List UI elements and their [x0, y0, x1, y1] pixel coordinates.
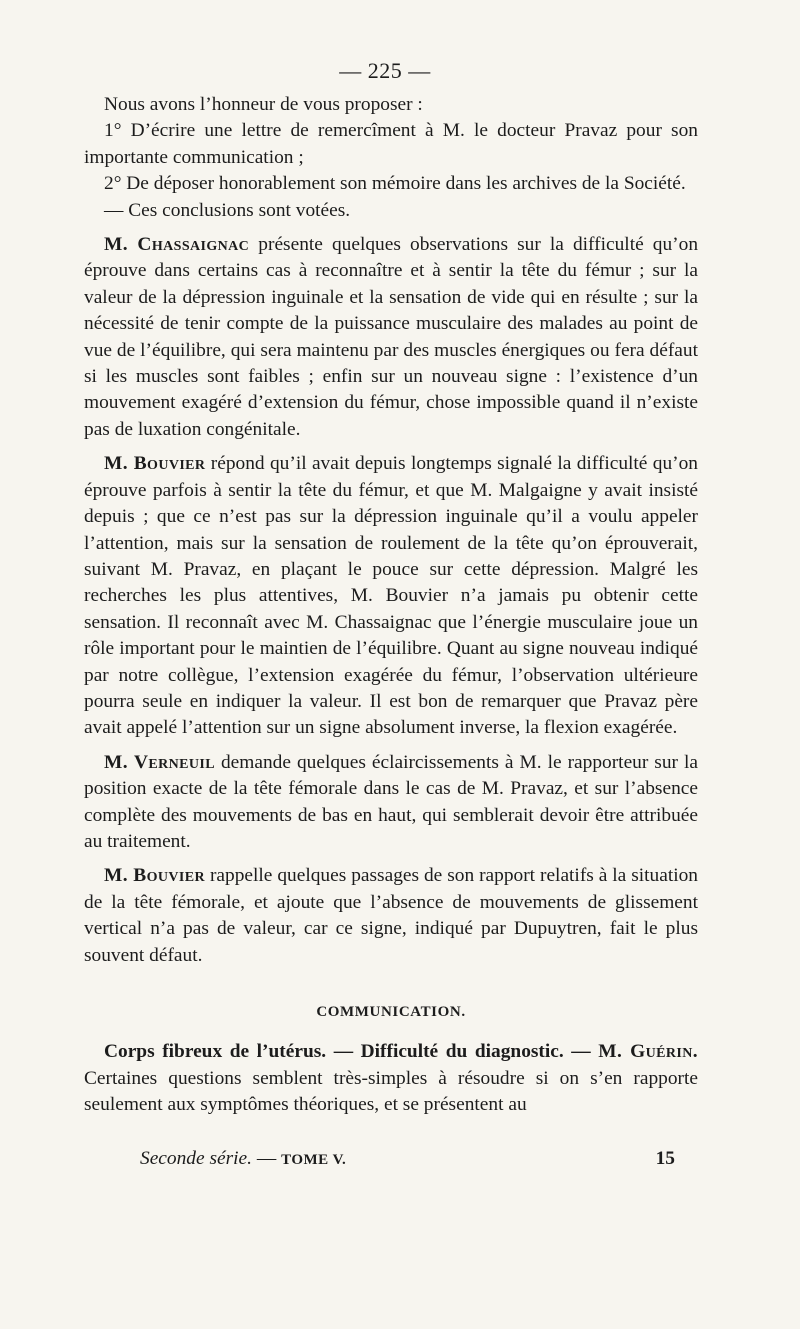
- paragraph-chassaignac: [84, 232, 698, 443]
- body-text: [84, 92, 698, 1119]
- communication-title: Corps fibreux de l’utérus. — Difficulté du diagnostic. —: [104, 1041, 591, 1063]
- paragraph-text: demande quelques éclaircissements à M. le rapporteur sur la position exacte de la tête fémorale dans le cas de M. Pravaz, et sur l’absence complète des mouvements de bas en haut, qui semblerait devoir être attribuée au traitement.: [84, 751, 698, 852]
- paragraph-bouvier-2: [84, 863, 698, 969]
- footer-signature: 15: [655, 1148, 675, 1169]
- footer-series: Seconde série.: [140, 1148, 252, 1169]
- paragraph-proposal-1: 1° D’écrire une lettre de remercîment à M. le docteur Pravaz pour son importante communication ;: [84, 120, 698, 168]
- footer-tome: TOME V.: [281, 1152, 347, 1168]
- section-heading: COMMUNICATION.: [316, 1004, 466, 1020]
- paragraph-communication: [84, 1039, 698, 1118]
- paragraph-text: répond qu’il avait depuis longtemps signalé la difficulté qu’on éprouve parfois à sentir la tête du fémur, et que M. Malgaigne y avait insisté depuis ; que ce n’est pas sur la dépression inguinale qu’il a voulu appeler l’attention, mais sur la sensation de roulement de la tête qu’on éprouverait, suivant M. Pravaz, en plaçant le pouce sur cette dépression. Malgré les recherches les plus attentives, M. Bouvier n’a jamais pu obtenir cette sensation. Il reconnaît avec M. Chassaignac que l’énergie musculaire joue un rôle important pour le maintien de l’équilibre. Quant au signe nouveau indiqué par notre collègue, l’extension exagérée du fémur, l’observation ultérieure pourra seule en indiquer la valeur. Il est bon de remarquer que Pravaz père avait appelé l’attention sur un signe absolument inverse, la flexion exagérée.: [84, 453, 698, 739]
- paragraph-proposal-2: 2° De déposer honorablement son mémoire dans les archives de la Société.: [104, 173, 686, 195]
- speaker-name: M. Bouvier: [104, 453, 206, 475]
- speaker-name: M. Guérin.: [598, 1041, 699, 1063]
- speaker-name: M. Chassaignac: [104, 234, 250, 256]
- page-number: — 225 —: [339, 58, 431, 83]
- paragraph-bouvier-1: [84, 451, 698, 741]
- paragraph-intro: Nous avons l’honneur de vous proposer :: [104, 94, 423, 115]
- page-footer: [140, 1148, 675, 1170]
- footer-separator: —: [252, 1148, 282, 1169]
- paragraph-verneuil: [84, 750, 698, 856]
- paragraph-text: présente quelques observations sur la difficulté qu’on éprouve dans certains cas à reconnaître et à sentir la tête du fémur ; sur la valeur de la dépression inguinale et la sensation de vide qui en résulte ; sur la nécessité de tenir compte de la puissance musculaire des malades au point de vue de l’équilibre, qui sera maintenu par des muscles énergiques ou fera défaut si les muscles sont faibles ; enfin sur un nouveau signe : l’existence d’un mouvement exagéré d’extension du fémur, chose impossible quand il n’existe pas de luxation congénitale.: [84, 234, 699, 440]
- paragraph-text: rappelle quelques passages de son rapport relatifs à la situation de la tête fémorale, et ajoute que l’absence de mouvements de glissement vertical n’a pas de valeur, car ce signe, indiqué par Dupuytren, fait le plus souvent défaut.: [84, 865, 699, 966]
- paragraph-conclusions: — Ces conclusions sont votées.: [104, 199, 351, 221]
- speaker-name: M. Bouvier: [104, 865, 206, 887]
- speaker-name: M. Verneuil: [104, 751, 215, 773]
- paragraph-text: Certaines questions semblent très-simples à résoudre si on s’en rapporte seulement aux symptômes théoriques, et se présentent au: [84, 1067, 698, 1116]
